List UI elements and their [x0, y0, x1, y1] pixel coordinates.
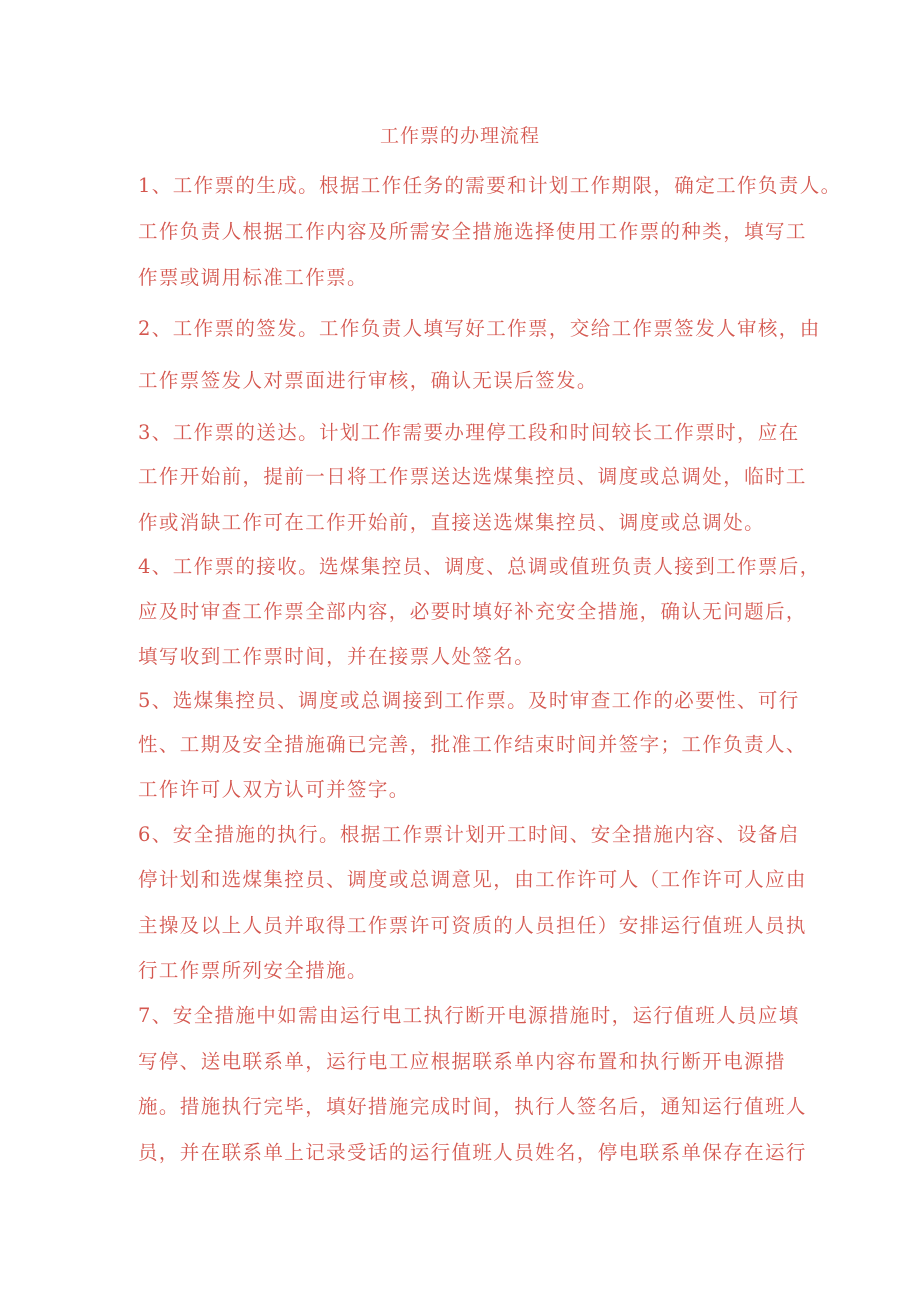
paragraph-line: 员，并在联系单上记录受话的运行值班人员姓名，停电联系单保存在运行 — [138, 1141, 807, 1164]
paragraph-line: 1、工作票的生成。根据工作任务的需要和计划工作期限，确定工作负责人。 — [138, 174, 842, 197]
paragraph-line: 3、工作票的送达。计划工作需要办理停工段和时间较长工作票时，应在 — [138, 421, 800, 444]
paragraph-line: 4、工作票的接收。选煤集控员、调度、总调或值班负责人接到工作票后， — [138, 555, 821, 578]
paragraph-line: 主操及以上人员并取得工作票许可资质的人员担任）安排运行值班人员执 — [138, 914, 807, 937]
paragraph-line: 工作开始前，提前一日将工作票送达选煤集控员、调度或总调处，临时工 — [138, 465, 807, 488]
paragraph-line: 2、工作票的签发。工作负责人填写好工作票，交给工作票签发人审核，由 — [138, 317, 821, 340]
paragraph-line: 工作负责人根据工作内容及所需安全措施选择使用工作票的种类，填写工 — [138, 220, 807, 243]
paragraph-line: 工作票签发人对票面进行审核，确认无误后签发。 — [138, 369, 598, 392]
paragraph-line: 性、工期及安全措施确已完善，批准工作结束时间并签字；工作负责人、 — [138, 733, 807, 756]
paragraph-line: 6、安全措施的执行。根据工作票计划开工时间、安全措施内容、设备启 — [138, 823, 800, 846]
paragraph-line: 工作许可人双方认可并签字。 — [138, 778, 410, 801]
paragraph-line: 施。措施执行完毕，填好措施完成时间，执行人签名后，通知运行值班人 — [138, 1095, 807, 1118]
paragraph-line: 7、安全措施中如需由运行电工执行断开电源措施时，运行值班人员应填 — [138, 1004, 800, 1027]
paragraph-line: 应及时审查工作票全部内容，必要时填好补充安全措施，确认无问题后， — [138, 600, 807, 623]
paragraph-line: 停计划和选煤集控员、调度或总调意见，由工作许可人（工作许可人应由 — [138, 868, 807, 891]
paragraph-line: 写停、送电联系单，运行电工应根据联系单内容布置和执行断开电源措 — [138, 1050, 786, 1073]
paragraph-line: 行工作票所列安全措施。 — [138, 959, 368, 982]
paragraph-line: 5、选煤集控员、调度或总调接到工作票。及时审查工作的必要性、可行 — [138, 689, 800, 712]
paragraph-line: 作票或调用标准工作票。 — [138, 266, 368, 289]
paragraph-line: 填写收到工作票时间，并在接票人处签名。 — [138, 645, 536, 668]
paragraph-line: 作或消缺工作可在工作开始前，直接送选煤集控员、调度或总调处。 — [138, 511, 766, 534]
document-title: 工作票的办理流程 — [379, 125, 540, 147]
